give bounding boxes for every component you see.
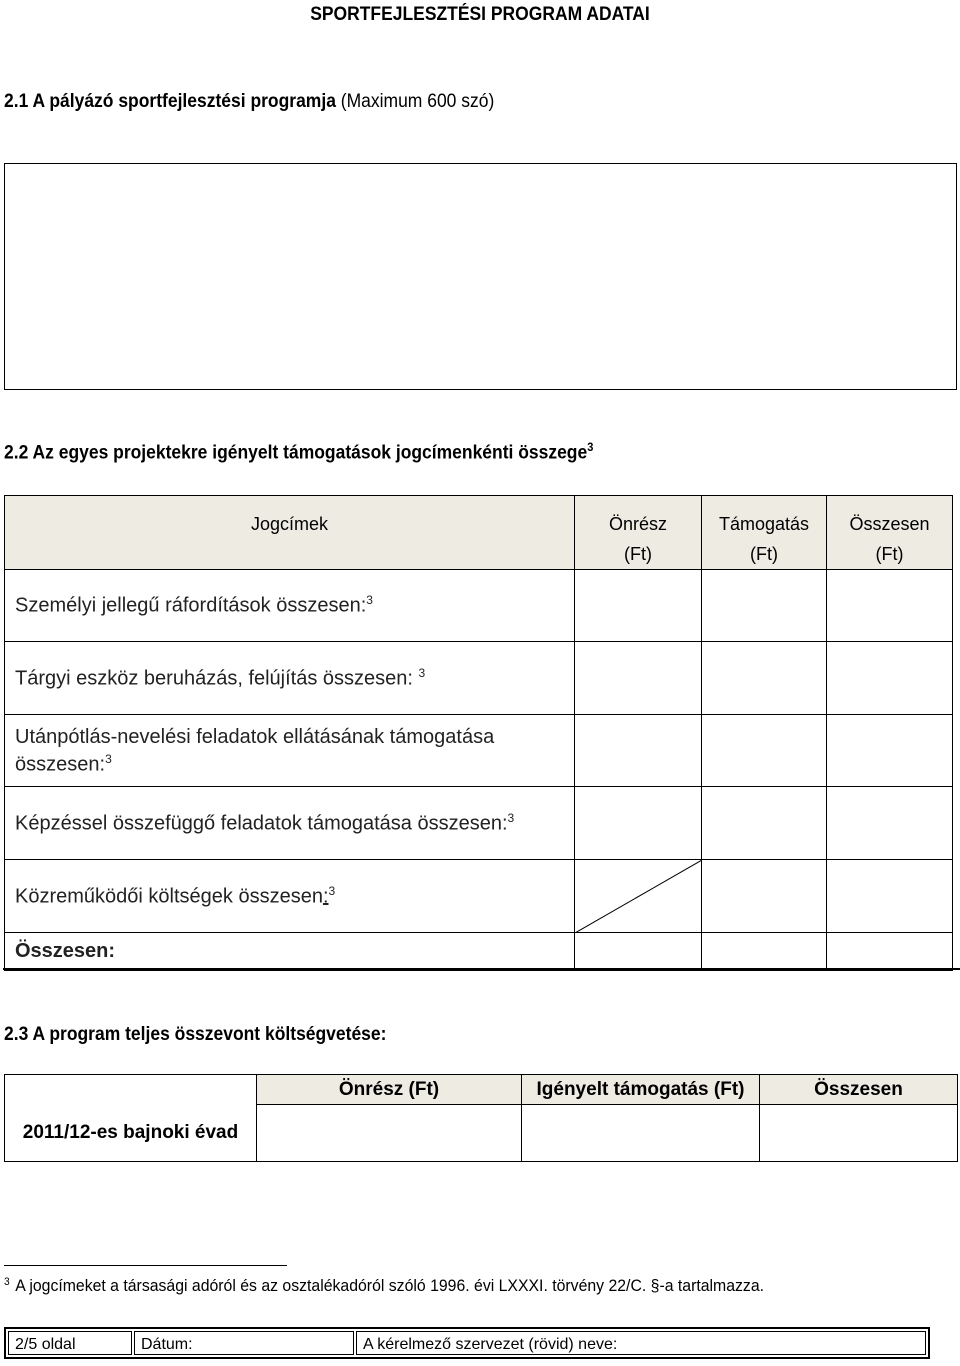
cell-osszesen[interactable] <box>827 787 953 860</box>
table-row <box>5 642 953 715</box>
row-label-utanpotlas: Utánpótlás-nevelési feladatok ellátásának támogatása összesen:$^3$ <box>5 715 575 787</box>
footnote-separator <box>4 1265 287 1266</box>
cell-total-onresz[interactable] <box>575 933 702 971</box>
budget-cell-onresz[interactable] <box>257 1105 522 1162</box>
budget-header-igenyelt: Igényelt támogatás (Ft) <box>522 1075 760 1105</box>
cell-tamogatas[interactable] <box>702 787 827 860</box>
section-2-2-sup: 3 <box>587 440 594 454</box>
table-header-row <box>5 496 953 570</box>
footer-organization-field[interactable]: A kérelmező szervezet (rövid) neve: <box>356 1331 926 1355</box>
cell-onresz-disabled <box>575 860 702 933</box>
cell-onresz[interactable] <box>575 642 702 715</box>
budget-header-blank <box>5 1075 257 1105</box>
cell-tamogatas[interactable] <box>702 570 827 642</box>
cell-osszesen[interactable] <box>827 642 953 715</box>
budget-row-label: 2011/12-es bajnoki évad <box>5 1105 257 1162</box>
row-label-kepzes: Képzéssel összefüggő feladatok támogatása összesen:$^3$ <box>5 787 575 860</box>
cell-osszesen[interactable] <box>827 570 953 642</box>
budget-cell-igenyelt[interactable] <box>522 1105 760 1162</box>
budget-header-onresz: Önrész (Ft) <box>257 1075 522 1105</box>
program-text-box[interactable] <box>4 163 957 390</box>
table-row <box>5 787 953 860</box>
footer-date-field[interactable]: Dátum: <box>134 1331 354 1355</box>
cell-tamogatas[interactable] <box>702 642 827 715</box>
budget-header-osszesen: Összesen <box>760 1075 958 1105</box>
table-row <box>5 570 953 642</box>
row-label-targyi: Tárgyi eszköz beruházás, felújítás összesen: $^3$ <box>5 642 575 715</box>
grant-categories-table <box>4 495 953 971</box>
page-footer <box>4 1327 930 1359</box>
table-row <box>5 1105 958 1162</box>
diagonal-strike <box>575 860 702 933</box>
budget-header-row <box>5 1075 958 1105</box>
footer-page-number: 2/5 oldal <box>8 1331 132 1355</box>
cell-onresz[interactable] <box>575 715 702 787</box>
cell-tamogatas[interactable] <box>702 860 827 933</box>
table-row <box>5 860 953 933</box>
cell-tamogatas[interactable] <box>702 715 827 787</box>
cell-osszesen[interactable] <box>827 860 953 933</box>
cell-onresz[interactable] <box>575 570 702 642</box>
footnote <box>4 1276 764 1296</box>
budget-summary-table <box>4 1074 958 1162</box>
header-osszesen: Összesen (Ft) <box>827 496 953 570</box>
footnote-text: A jogcímeket a társasági adóról és az osztalékadóról szóló 1996. évi LXXXI. törvény 22/C. §-a tartalmazza. <box>15 1276 765 1295</box>
row-label-szemelyi: Személyi jellegű ráfordítások összesen:$^3$ <box>5 570 575 642</box>
table-row <box>5 715 953 787</box>
section-2-1-title: A pályázó sportfejlesztési programja <box>32 91 336 112</box>
table-total-row <box>5 933 953 971</box>
header-jogcimek: Jogcímek <box>5 496 575 570</box>
section-2-2-heading <box>4 440 593 464</box>
footnote-mark: 3 <box>4 1276 10 1288</box>
section-2-2-title: 2.2 Az egyes projektekre igényelt támogatások jogcímenkénti összege <box>4 442 588 464</box>
section-2-3-heading: 2.3 A program teljes összevont költségvetése: <box>4 1024 387 1045</box>
row-label-kozremukodoi: Közreműködői költségek összesen:$^3$ <box>5 860 575 933</box>
header-onresz: Önrész (Ft) <box>575 496 702 570</box>
section-2-1-number: 2.1 <box>4 91 29 112</box>
row-label-total: Összesen: <box>5 933 575 971</box>
cell-total-osszesen[interactable] <box>827 933 953 971</box>
cell-total-tamogatas[interactable] <box>702 933 827 971</box>
table-bottom-rule <box>3 968 960 970</box>
section-2-1-limit: (Maximum 600 szó) <box>340 91 495 112</box>
section-2-1-heading <box>4 91 494 113</box>
header-tamogatas: Támogatás (Ft) <box>702 496 827 570</box>
cell-osszesen[interactable] <box>827 715 953 787</box>
budget-cell-osszesen[interactable] <box>760 1105 958 1162</box>
page-title: SPORTFEJLESZTÉSI PROGRAM ADATAI <box>310 4 650 25</box>
cell-onresz[interactable] <box>575 787 702 860</box>
